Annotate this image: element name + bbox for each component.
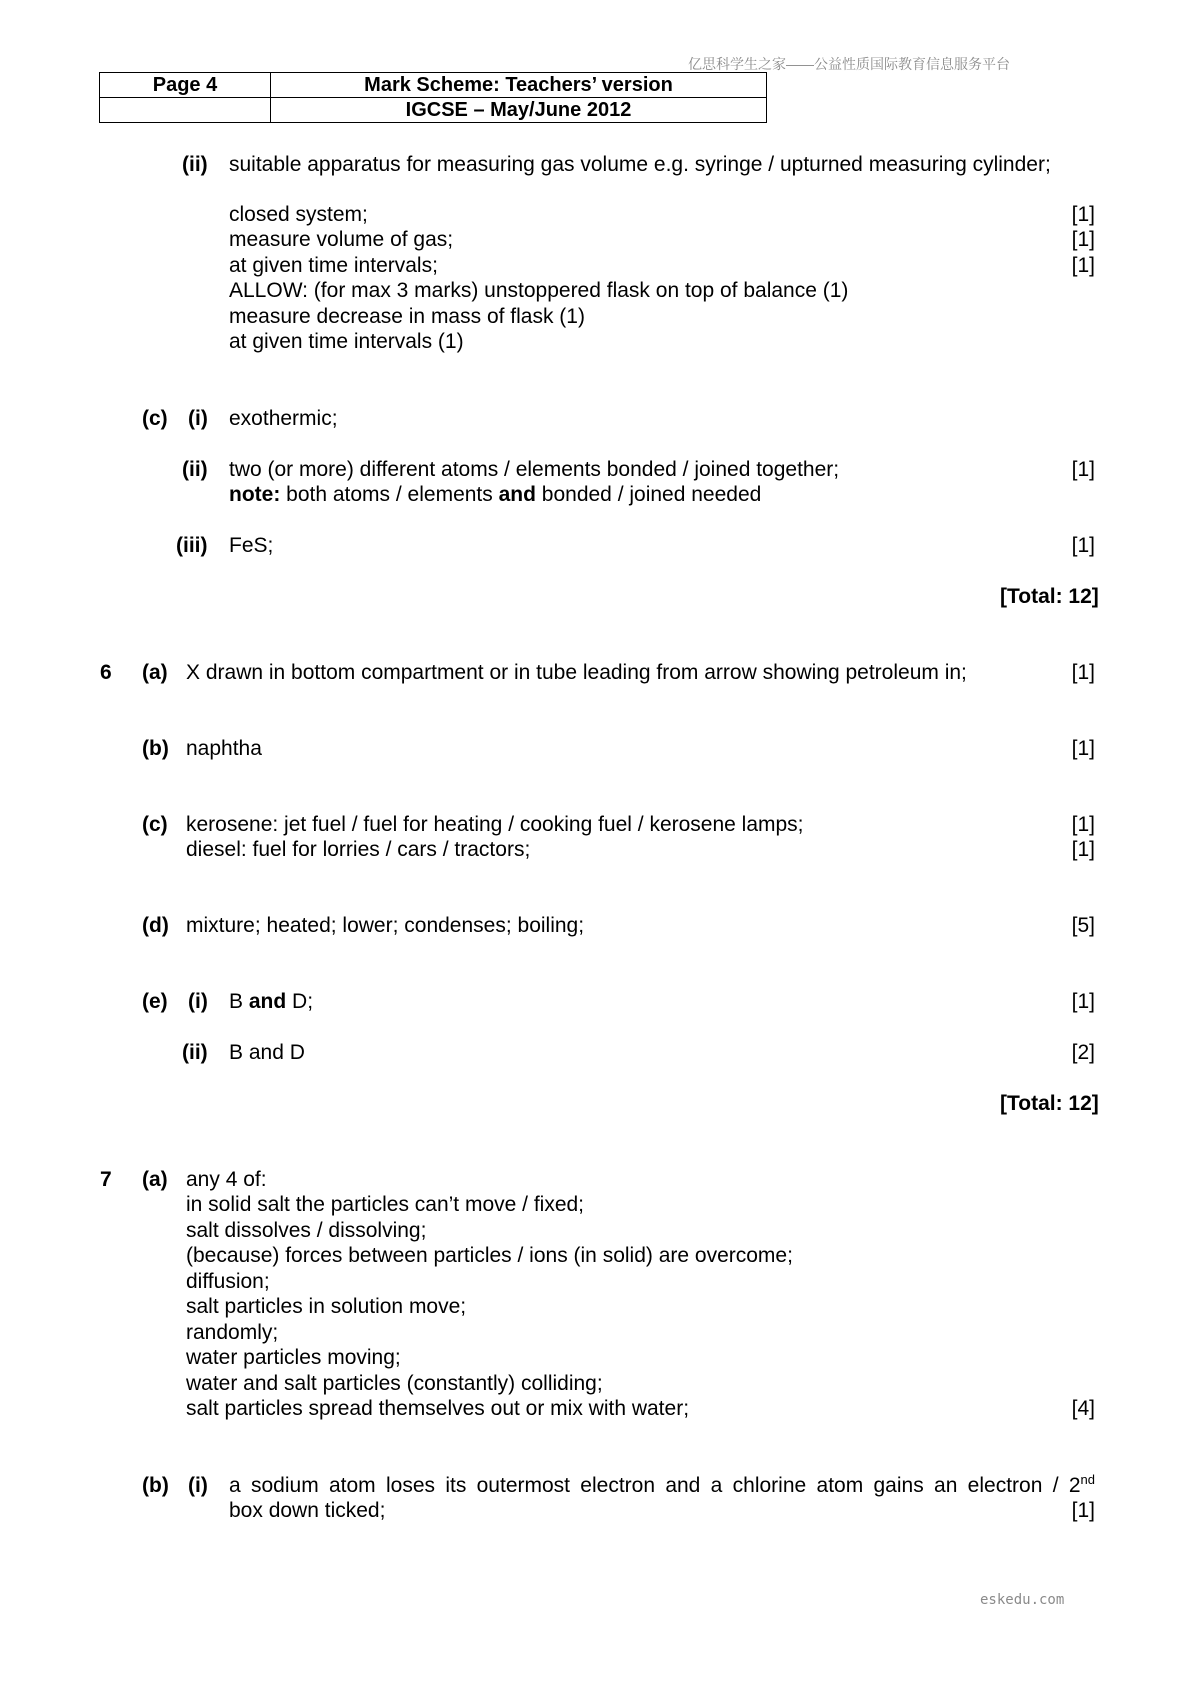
q6-e-i-number: (i) [188,990,208,1013]
q7-a-line: water particles moving; [186,1346,401,1369]
q5-b-ii-line3: measure volume of gas; [229,228,454,251]
q5-c-iii-mark: [1] [1071,534,1095,557]
q5-b-ii-line2: closed system; [229,203,368,226]
q6-number: 6 [100,661,112,684]
q7-b-label: (b) [142,1474,169,1497]
q6-a-text: X drawn in bottom compartment or in tube leading from arrow showing petroleum in; [186,661,967,684]
q6-e-i-bold-and: and [248,990,287,1013]
note-text-2: bonded / joined needed [535,483,762,506]
q7-a-line: salt dissolves / dissolving; [186,1219,427,1242]
q7-a-line: salt particles in solution move; [186,1295,467,1318]
q7-b-i-number: (i) [188,1474,208,1497]
exam-session: IGCSE – May/June 2012 [271,98,767,123]
note-bold-and: and [498,483,536,506]
watermark-top: 亿思科学生之家——公益性质国际教育信息服务平台 [688,56,1010,72]
q5-b-ii-mark2: [1] [1071,203,1095,226]
q6-e-i-text-part1: B [229,990,249,1013]
q5-c-i-text: exothermic; [229,407,338,430]
q6-e-ii-number: (ii) [182,1041,208,1064]
q7-b-i-text1 [229,1473,1095,1499]
q7-a-label: (a) [142,1168,168,1191]
watermark-bottom: eskedu.com [980,1592,1065,1608]
q7-a-mark: [4] [1071,1397,1095,1420]
q6-c-label: (c) [142,813,168,836]
q5-b-ii-line7: at given time intervals (1) [229,330,464,353]
q6-total: [Total: 12] [1000,1092,1099,1115]
page-number: Page 4 [100,73,271,98]
q5-b-ii-line6: measure decrease in mass of flask (1) [229,305,585,328]
q6-e-i-text-part2: D; [286,990,314,1013]
q6-d-label: (d) [142,914,169,937]
q5-c-i-number: (i) [188,407,208,430]
q5-c-ii-mark: [1] [1071,458,1095,481]
q6-e-i-text [229,989,313,1015]
q7-a-line: in solid salt the particles can’t move / fixed; [186,1193,585,1216]
q7-b-i-text2: box down ticked; [229,1499,386,1522]
q5-b-ii-line5: ALLOW: (for max 3 marks) unstoppered flask on top of balance (1) [229,279,849,302]
q6-d-mark: [5] [1071,914,1095,937]
q6-b-text: naphtha [186,737,262,760]
header-table [99,72,767,123]
note-bold-label: note: [229,483,281,506]
q7-a-line: (because) forces between particles / ions (in solid) are overcome; [186,1244,793,1267]
q5-total: [Total: 12] [1000,585,1099,608]
q7-b-i-text1-main: a sodium atom loses its outermost electron and a chlorine atom gains an electron / 2 [229,1474,1081,1497]
q6-c-mark2: [1] [1071,838,1095,861]
q7-b-i-superscript: nd [1080,1472,1095,1487]
header-empty-cell [100,98,271,123]
q7-number: 7 [100,1168,112,1191]
q6-b-mark: [1] [1071,737,1095,760]
document-title: Mark Scheme: Teachers’ version [271,73,767,98]
q6-e-label: (e) [142,990,168,1013]
q5-c-ii-text: two (or more) different atoms / elements bonded / joined together; [229,458,840,481]
q5-c-iii-number: (iii) [176,534,208,557]
q5-b-ii-line1: suitable apparatus for measuring gas volume e.g. syringe / upturned measuring cylinder; [229,153,1051,176]
q6-c-text1: kerosene: jet fuel / fuel for heating / cooking fuel / kerosene lamps; [186,813,804,836]
q5-b-ii-mark4: [1] [1071,254,1095,277]
q7-a-line: salt particles spread themselves out or mix with water; [186,1397,690,1420]
note-text-1: both atoms / elements [280,483,499,506]
q7-a-line: any 4 of: [186,1168,267,1191]
q5-c-label: (c) [142,407,168,430]
q6-d-text: mixture; heated; lower; condenses; boiling; [186,914,585,937]
q5-b-ii-mark3: [1] [1071,228,1095,251]
q6-a-mark: [1] [1071,661,1095,684]
q6-e-i-mark: [1] [1071,990,1095,1013]
q5-b-ii-line4: at given time intervals; [229,254,438,277]
q7-b-i-mark: [1] [1071,1499,1095,1522]
q6-c-mark1: [1] [1071,813,1095,836]
q7-a-line: water and salt particles (constantly) colliding; [186,1372,603,1395]
q5-c-ii-note [229,482,761,508]
q5-c-ii-number: (ii) [182,458,208,481]
q7-a-line: randomly; [186,1321,279,1344]
q5-c-iii-text: FeS; [229,534,274,557]
q6-e-ii-text: B and D [229,1041,305,1064]
q6-a-label: (a) [142,661,168,684]
q6-e-ii-mark: [2] [1071,1041,1095,1064]
q5-b-ii-number: (ii) [182,153,208,176]
q6-c-text2: diesel: fuel for lorries / cars / tractors; [186,838,531,861]
q6-b-label: (b) [142,737,169,760]
q7-a-line: diffusion; [186,1270,270,1293]
